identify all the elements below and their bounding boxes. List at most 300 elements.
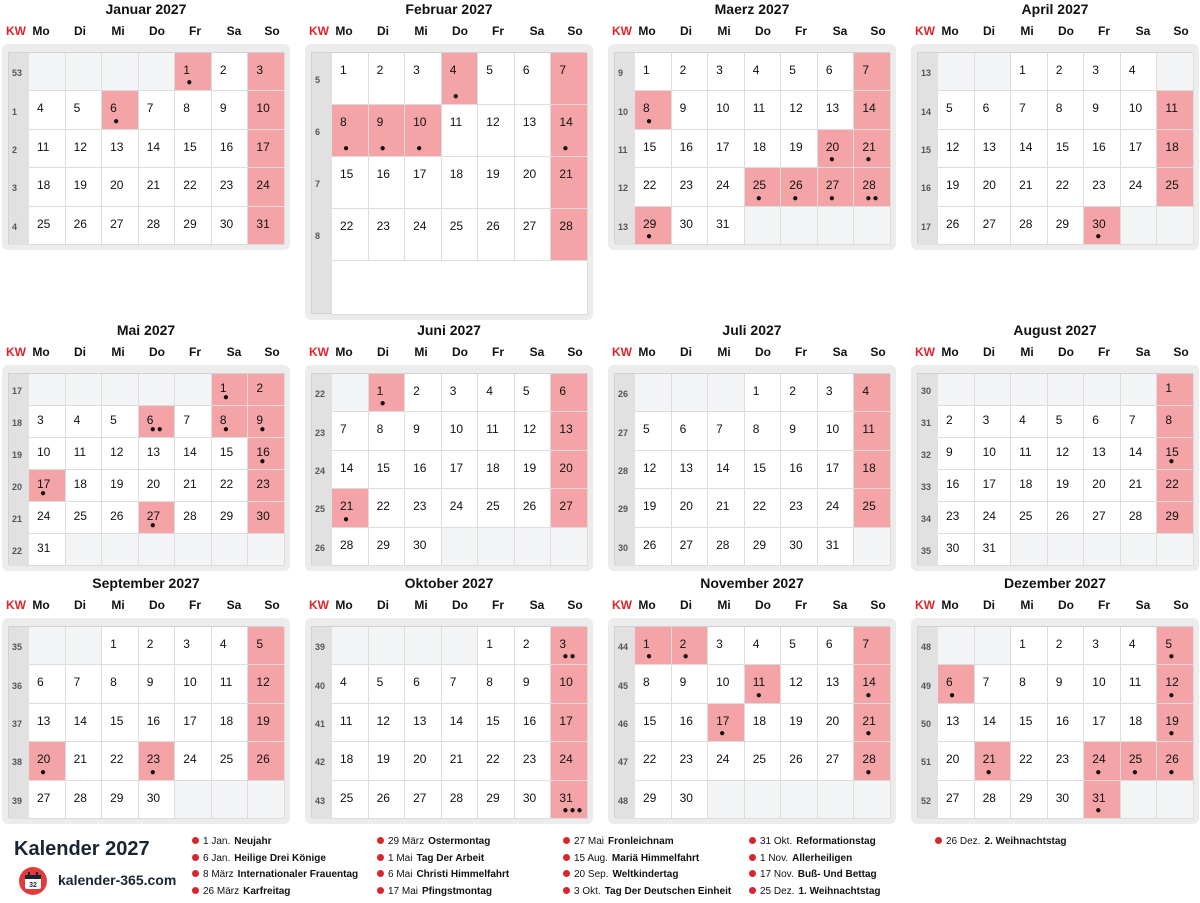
day-cell[interactable] [248,704,285,742]
day-cell[interactable] [1084,502,1121,534]
day-cell[interactable] [975,742,1012,780]
day-cell[interactable] [515,627,552,665]
day-cell[interactable] [1048,665,1085,703]
day-cell[interactable] [29,168,66,206]
day-cell[interactable] [635,130,672,168]
day-cell[interactable] [781,627,818,665]
day-cell[interactable] [818,742,855,780]
day-cell[interactable] [248,406,285,438]
day-cell[interactable] [975,470,1012,502]
day-cell[interactable] [139,470,176,502]
day-cell[interactable] [369,665,406,703]
day-cell[interactable] [708,130,745,168]
day-cell[interactable] [708,742,745,780]
day-cell[interactable] [405,53,442,105]
day-cell[interactable] [635,528,672,566]
day-cell[interactable] [975,502,1012,534]
day-cell[interactable] [248,130,285,168]
day-cell[interactable] [1048,742,1085,780]
day-cell[interactable] [1157,502,1194,534]
day-cell[interactable] [139,742,176,780]
day-cell[interactable] [938,534,975,566]
day-cell[interactable] [405,528,442,566]
day-cell[interactable] [818,704,855,742]
day-cell[interactable] [66,742,103,780]
day-cell[interactable] [672,207,709,245]
day-cell[interactable] [854,665,891,703]
day-cell[interactable] [1084,665,1121,703]
day-cell[interactable] [551,742,588,780]
day-cell[interactable] [478,374,515,412]
day-cell[interactable] [175,665,212,703]
day-cell[interactable] [854,489,891,527]
day-cell[interactable] [1157,704,1194,742]
day-cell[interactable] [139,168,176,206]
day-cell[interactable] [818,528,855,566]
day-cell[interactable] [478,157,515,209]
day-cell[interactable] [212,374,249,406]
day-cell[interactable] [212,130,249,168]
day-cell[interactable] [212,53,249,91]
day-cell[interactable] [1048,470,1085,502]
day-cell[interactable] [102,130,139,168]
day-cell[interactable] [102,704,139,742]
day-cell[interactable] [1011,742,1048,780]
day-cell[interactable] [369,412,406,450]
day-cell[interactable] [672,168,709,206]
day-cell[interactable] [212,91,249,129]
day-cell[interactable] [635,704,672,742]
day-cell[interactable] [212,406,249,438]
day-cell[interactable] [1048,406,1085,438]
day-cell[interactable] [515,412,552,450]
day-cell[interactable] [1011,406,1048,438]
day-cell[interactable] [29,130,66,168]
day-cell[interactable] [854,91,891,129]
day-cell[interactable] [1048,168,1085,206]
day-cell[interactable] [139,627,176,665]
day-cell[interactable] [102,627,139,665]
day-cell[interactable] [551,105,588,157]
day-cell[interactable] [1157,406,1194,438]
day-cell[interactable] [442,53,479,105]
day-cell[interactable] [975,665,1012,703]
day-cell[interactable] [175,502,212,534]
day-cell[interactable] [818,627,855,665]
day-cell[interactable] [551,781,588,819]
day-cell[interactable] [332,528,369,566]
day-cell[interactable] [672,781,709,819]
day-cell[interactable] [405,105,442,157]
day-cell[interactable] [515,781,552,819]
day-cell[interactable] [139,704,176,742]
day-cell[interactable] [854,168,891,206]
day-cell[interactable] [938,130,975,168]
day-cell[interactable] [708,704,745,742]
day-cell[interactable] [1157,168,1194,206]
day-cell[interactable] [1048,781,1085,819]
day-cell[interactable] [672,412,709,450]
day-cell[interactable] [938,704,975,742]
day-cell[interactable] [442,105,479,157]
day-cell[interactable] [29,502,66,534]
day-cell[interactable] [66,781,103,819]
day-cell[interactable] [248,742,285,780]
day-cell[interactable] [551,704,588,742]
day-cell[interactable] [1048,91,1085,129]
day-cell[interactable] [551,451,588,489]
day-cell[interactable] [781,130,818,168]
day-cell[interactable] [139,207,176,245]
day-cell[interactable] [1048,704,1085,742]
day-cell[interactable] [938,665,975,703]
day-cell[interactable] [1011,91,1048,129]
day-cell[interactable] [1157,470,1194,502]
day-cell[interactable] [781,451,818,489]
day-cell[interactable] [29,470,66,502]
day-cell[interactable] [672,130,709,168]
day-cell[interactable] [442,451,479,489]
day-cell[interactable] [405,451,442,489]
day-cell[interactable] [1084,168,1121,206]
day-cell[interactable] [139,130,176,168]
day-cell[interactable] [975,207,1012,245]
day-cell[interactable] [66,406,103,438]
day-cell[interactable] [635,665,672,703]
day-cell[interactable] [854,627,891,665]
day-cell[interactable] [1048,53,1085,91]
day-cell[interactable] [29,781,66,819]
day-cell[interactable] [175,207,212,245]
day-cell[interactable] [442,781,479,819]
day-cell[interactable] [29,207,66,245]
day-cell[interactable] [1121,130,1158,168]
day-cell[interactable] [781,742,818,780]
day-cell[interactable] [1084,207,1121,245]
day-cell[interactable] [1084,704,1121,742]
day-cell[interactable] [938,470,975,502]
day-cell[interactable] [672,704,709,742]
day-cell[interactable] [515,665,552,703]
day-cell[interactable] [781,168,818,206]
day-cell[interactable] [551,374,588,412]
day-cell[interactable] [29,406,66,438]
day-cell[interactable] [854,704,891,742]
day-cell[interactable] [938,438,975,470]
day-cell[interactable] [139,406,176,438]
day-cell[interactable] [175,704,212,742]
day-cell[interactable] [975,781,1012,819]
day-cell[interactable] [1157,438,1194,470]
day-cell[interactable] [938,781,975,819]
day-cell[interactable] [975,438,1012,470]
day-cell[interactable] [102,781,139,819]
day-cell[interactable] [405,374,442,412]
day-cell[interactable] [369,742,406,780]
day-cell[interactable] [1011,665,1048,703]
day-cell[interactable] [369,157,406,209]
day-cell[interactable] [66,704,103,742]
day-cell[interactable] [975,130,1012,168]
day-cell[interactable] [212,438,249,470]
day-cell[interactable] [1011,627,1048,665]
day-cell[interactable] [369,781,406,819]
day-cell[interactable] [1011,502,1048,534]
day-cell[interactable] [1011,781,1048,819]
day-cell[interactable] [175,438,212,470]
day-cell[interactable] [1011,704,1048,742]
day-cell[interactable] [515,53,552,105]
day-cell[interactable] [635,91,672,129]
day-cell[interactable] [442,157,479,209]
day-cell[interactable] [551,489,588,527]
day-cell[interactable] [212,168,249,206]
day-cell[interactable] [1084,53,1121,91]
day-cell[interactable] [854,53,891,91]
day-cell[interactable] [708,627,745,665]
day-cell[interactable] [854,451,891,489]
day-cell[interactable] [1011,130,1048,168]
day-cell[interactable] [478,742,515,780]
day-cell[interactable] [1121,627,1158,665]
day-cell[interactable] [818,130,855,168]
day-cell[interactable] [175,470,212,502]
day-cell[interactable] [781,374,818,412]
day-cell[interactable] [248,207,285,245]
day-cell[interactable] [551,53,588,105]
day-cell[interactable] [442,742,479,780]
day-cell[interactable] [66,438,103,470]
day-cell[interactable] [248,374,285,406]
day-cell[interactable] [29,704,66,742]
day-cell[interactable] [102,470,139,502]
day-cell[interactable] [1084,742,1121,780]
day-cell[interactable] [248,438,285,470]
day-cell[interactable] [515,489,552,527]
day-cell[interactable] [1121,665,1158,703]
day-cell[interactable] [1084,406,1121,438]
day-cell[interactable] [515,209,552,261]
day-cell[interactable] [938,91,975,129]
site-link[interactable]: kalender-365.com [58,872,177,888]
day-cell[interactable] [1121,53,1158,91]
day-cell[interactable] [478,665,515,703]
day-cell[interactable] [551,412,588,450]
day-cell[interactable] [332,742,369,780]
day-cell[interactable] [369,53,406,105]
day-cell[interactable] [672,665,709,703]
day-cell[interactable] [332,489,369,527]
day-cell[interactable] [854,374,891,412]
day-cell[interactable] [1121,470,1158,502]
day-cell[interactable] [175,627,212,665]
day-cell[interactable] [332,665,369,703]
day-cell[interactable] [139,502,176,534]
day-cell[interactable] [745,704,782,742]
day-cell[interactable] [1011,207,1048,245]
day-cell[interactable] [551,209,588,261]
day-cell[interactable] [405,665,442,703]
day-cell[interactable] [745,374,782,412]
day-cell[interactable] [708,489,745,527]
day-cell[interactable] [212,502,249,534]
day-cell[interactable] [405,489,442,527]
day-cell[interactable] [672,91,709,129]
day-cell[interactable] [478,105,515,157]
day-cell[interactable] [818,665,855,703]
day-cell[interactable] [672,742,709,780]
day-cell[interactable] [405,209,442,261]
day-cell[interactable] [672,528,709,566]
day-cell[interactable] [442,704,479,742]
day-cell[interactable] [1084,470,1121,502]
day-cell[interactable] [708,207,745,245]
day-cell[interactable] [66,168,103,206]
day-cell[interactable] [551,665,588,703]
day-cell[interactable] [745,665,782,703]
day-cell[interactable] [1011,53,1048,91]
day-cell[interactable] [102,502,139,534]
day-cell[interactable] [635,451,672,489]
day-cell[interactable] [212,627,249,665]
day-cell[interactable] [66,665,103,703]
day-cell[interactable] [332,412,369,450]
day-cell[interactable] [1121,704,1158,742]
day-cell[interactable] [478,704,515,742]
day-cell[interactable] [672,489,709,527]
day-cell[interactable] [1121,406,1158,438]
day-cell[interactable] [212,207,249,245]
day-cell[interactable] [369,489,406,527]
day-cell[interactable] [938,742,975,780]
day-cell[interactable] [66,130,103,168]
day-cell[interactable] [102,438,139,470]
day-cell[interactable] [745,451,782,489]
day-cell[interactable] [102,742,139,780]
day-cell[interactable] [1157,665,1194,703]
day-cell[interactable] [818,412,855,450]
day-cell[interactable] [745,528,782,566]
day-cell[interactable] [781,665,818,703]
day-cell[interactable] [1121,168,1158,206]
day-cell[interactable] [478,451,515,489]
day-cell[interactable] [478,489,515,527]
day-cell[interactable] [635,53,672,91]
day-cell[interactable] [478,627,515,665]
day-cell[interactable] [708,91,745,129]
day-cell[interactable] [66,502,103,534]
day-cell[interactable] [745,91,782,129]
day-cell[interactable] [1157,130,1194,168]
day-cell[interactable] [212,704,249,742]
day-cell[interactable] [102,91,139,129]
day-cell[interactable] [975,704,1012,742]
day-cell[interactable] [175,53,212,91]
day-cell[interactable] [405,704,442,742]
day-cell[interactable] [212,742,249,780]
day-cell[interactable] [781,528,818,566]
day-cell[interactable] [635,489,672,527]
day-cell[interactable] [175,91,212,129]
day-cell[interactable] [818,168,855,206]
day-cell[interactable] [29,534,66,566]
day-cell[interactable] [635,412,672,450]
day-cell[interactable] [975,406,1012,438]
day-cell[interactable] [139,438,176,470]
day-cell[interactable] [975,91,1012,129]
day-cell[interactable] [938,168,975,206]
day-cell[interactable] [102,207,139,245]
day-cell[interactable] [405,157,442,209]
day-cell[interactable] [1011,438,1048,470]
day-cell[interactable] [212,665,249,703]
day-cell[interactable] [745,489,782,527]
day-cell[interactable] [635,742,672,780]
day-cell[interactable] [175,168,212,206]
day-cell[interactable] [708,53,745,91]
day-cell[interactable] [938,207,975,245]
calendar-logo-icon[interactable] [18,866,48,896]
day-cell[interactable] [478,781,515,819]
day-cell[interactable] [29,438,66,470]
day-cell[interactable] [938,406,975,438]
day-cell[interactable] [102,168,139,206]
day-cell[interactable] [442,209,479,261]
day-cell[interactable] [478,53,515,105]
day-cell[interactable] [1121,502,1158,534]
day-cell[interactable] [405,412,442,450]
day-cell[interactable] [818,53,855,91]
day-cell[interactable] [1048,438,1085,470]
day-cell[interactable] [1121,438,1158,470]
day-cell[interactable] [139,91,176,129]
day-cell[interactable] [781,489,818,527]
day-cell[interactable] [854,742,891,780]
day-cell[interactable] [938,502,975,534]
day-cell[interactable] [175,406,212,438]
day-cell[interactable] [1011,470,1048,502]
day-cell[interactable] [1048,207,1085,245]
day-cell[interactable] [672,53,709,91]
day-cell[interactable] [745,168,782,206]
day-cell[interactable] [745,412,782,450]
day-cell[interactable] [1157,627,1194,665]
day-cell[interactable] [405,781,442,819]
day-cell[interactable] [515,451,552,489]
day-cell[interactable] [854,130,891,168]
day-cell[interactable] [248,502,285,534]
day-cell[interactable] [332,209,369,261]
day-cell[interactable] [332,53,369,105]
day-cell[interactable] [1011,168,1048,206]
day-cell[interactable] [781,91,818,129]
day-cell[interactable] [1157,742,1194,780]
day-cell[interactable] [1084,438,1121,470]
day-cell[interactable] [781,53,818,91]
day-cell[interactable] [175,742,212,780]
day-cell[interactable] [139,781,176,819]
day-cell[interactable] [975,534,1012,566]
day-cell[interactable] [1084,130,1121,168]
day-cell[interactable] [66,91,103,129]
day-cell[interactable] [478,412,515,450]
day-cell[interactable] [818,451,855,489]
day-cell[interactable] [29,742,66,780]
day-cell[interactable] [515,742,552,780]
day-cell[interactable] [1121,742,1158,780]
day-cell[interactable] [854,412,891,450]
day-cell[interactable] [1048,627,1085,665]
